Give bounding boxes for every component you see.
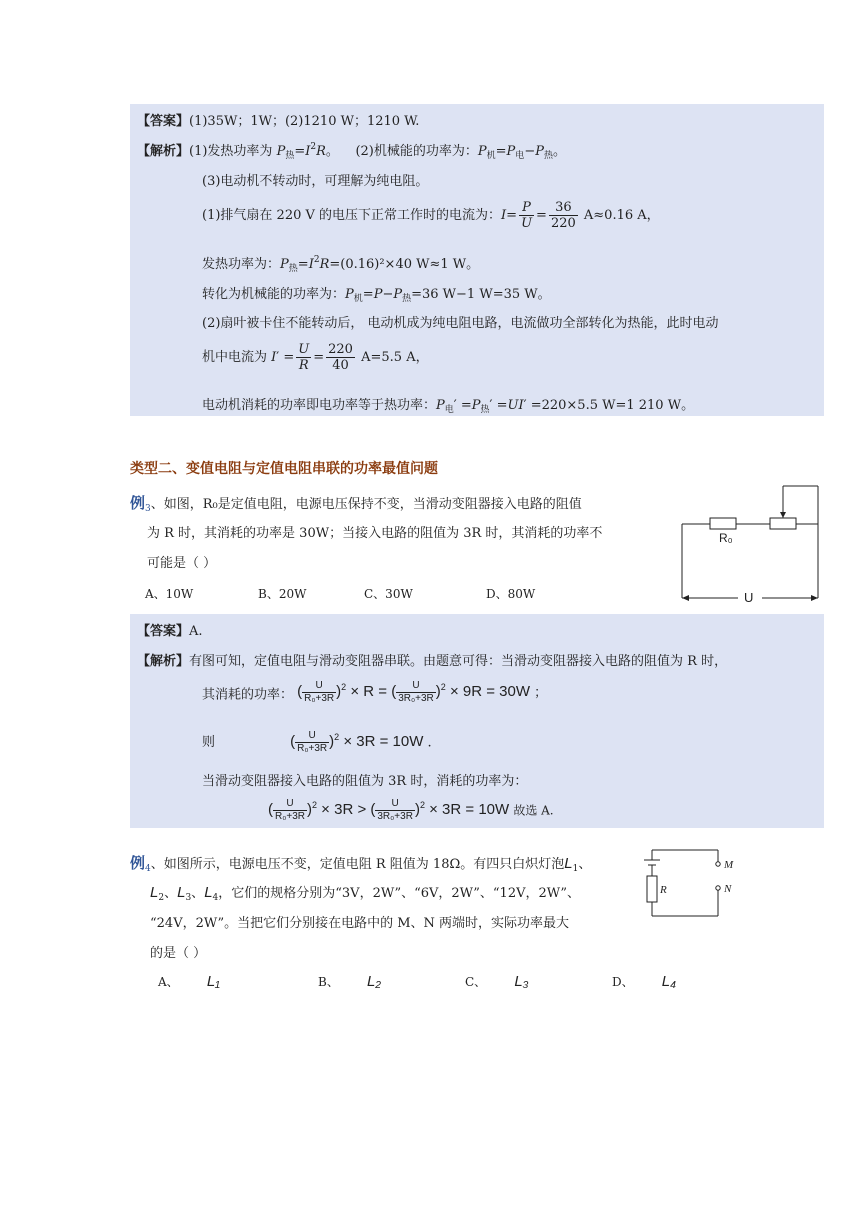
option-c: C、30W [364, 587, 413, 601]
option-4-a: A、 L₁ [158, 973, 220, 990]
analysis-line-3: (1)排气扇在 220 V 的电压下正常工作时的电流为：I= $\frac{P}{U}$ = $\frac{36}{220}$ A≈0.16 A， [202, 200, 660, 231]
fraction-u-r: $\frac{U}{R}$ [298, 342, 310, 373]
option-4-d: D、 L₄ [612, 973, 677, 990]
analysis-line-5: 转化为机械能的功率为：$P_机=P-P_热=36$ W−1 W=35 W。 [202, 287, 551, 304]
option-b: B、20W [258, 587, 307, 601]
analysis-row-1: 【解析】(1)发热功率为 $P_热=I^2R$。 (2)机械能的功率为：$P_机=P_电-P_热$。 [137, 142, 566, 161]
example-4-line-4: 的是（ ） [150, 946, 207, 961]
circuit-diagram-example-4 [638, 836, 744, 926]
section-title: 类型二、变值电阻与定值电阻串联的功率最值问题 [130, 460, 438, 476]
example-3-line-1: 例$_3$、如图，R₀是定值电阻，电源电压保持不变，当滑动变阻器接入电路的阻值 [130, 494, 582, 514]
circuit-diagram-example-3 [676, 468, 826, 610]
fig-label-r0: R₀ [719, 531, 733, 545]
fraction-p-u: $\frac{P}{U}$ [521, 200, 533, 231]
analysis-row-2-2: 其消耗的功率： ( $\frac{U}{\text{R₀+3R}}$ )$^2$ × R = ( $\frac{U}{\text{3R₀+3R}}$ )$^2$ × 9R = 30W ； [202, 680, 548, 704]
answer-row [137, 110, 419, 129]
fig-label-r: R [660, 884, 667, 896]
analysis-row-2-3: 则 ( $\frac{U}{\text{R₀+3R}}$ )$^2$ × 3R = 10W . [202, 730, 432, 754]
analysis-line-6: (2)扇叶被卡住不能转动后， 电动机成为纯电阻电路，电流做功全部转化为热能，此时电动 [202, 316, 719, 331]
option-a: A、10W [145, 587, 194, 601]
analysis-line-4: 发热功率为：$P_热=I^2R=(0.16)^2\times 40$ W≈1 W。 [202, 255, 480, 274]
example-4-line-2: $L_2$、$L_3$、$L_4$，它们的规格分别为“3V，2W”、“6V，2W”、“12V，2W”、 [150, 884, 581, 903]
example-3-line-2: 为 R 时，其消耗的功率是 30W；当接入电路的阻值为 3R 时，其消耗的功率不 [147, 526, 603, 541]
answer-text: (1)35W；1W；(2)1210 W；1210 W. [189, 114, 420, 129]
analysis-label: 【解析】 [137, 144, 190, 159]
answer-label: 【答案】 [137, 114, 190, 129]
analysis-row-2-4: 当滑动变阻器接入电路的阻值为 3R 时，消耗的功率为： [202, 774, 528, 789]
analysis-row-2-5: ( $\frac{U}{\text{R₀+3R}}$ )$^2$ × 3R > ( $\frac{U}{\text{3R₀+3R}}$ )$^2$ × 3R = 10W 故选 A. [268, 798, 554, 822]
example-4-line-1: 例$_4$、如图所示，电源电压不变，定值电阻 R 阻值为 18Ω。有四只白炽灯泡$L_1$、 [130, 854, 592, 874]
answer-row-2: 【答案】A. [137, 624, 203, 639]
analysis-row-2-1: 【解析】有图可知，定值电阻与滑动变阻器串联。由题意可得：当滑动变阻器接入电路的阻值为 R 时， [137, 654, 728, 669]
fig-label-m: M [724, 859, 734, 871]
example-label: 例 [130, 494, 146, 512]
answer-box-2 [130, 614, 824, 828]
option-d: D、80W [486, 587, 536, 601]
analysis-line-7: 机中电流为 I′ = $\frac{U}{R}$ = $\frac{220}{40}$ A=5.5 A， [202, 342, 429, 373]
example-3-line-3: 可能是（ ） [147, 556, 217, 571]
analysis-line-2: (3)电动机不转动时，可理解为纯电阻。 [202, 174, 429, 189]
analysis-line-8: 电动机消耗的功率即电功率等于热功率：$P_电' =P_热' =UI' =220\times 5.5$ W=1 210 W。 [202, 398, 695, 415]
option-4-c: C、 L₃ [465, 973, 529, 990]
formula-1: ( $\frac{U}{\text{R₀+3R}}$ )$^2$ × R = ( $\frac{U}{\text{3R₀+3R}}$ )$^2$ × 9R = 30W [297, 680, 535, 704]
option-4-b: B、 L₂ [318, 973, 382, 990]
example-4-line-3: “24V，2W”。当把它们分别接在电路中的 M、N 两端时，实际功率最大 [150, 916, 570, 931]
fig-label-n: N [724, 883, 732, 895]
fraction-220-40: $\frac{220}{40}$ [328, 342, 353, 373]
formula-3: ( $\frac{U}{\text{R₀+3R}}$ )$^2$ × 3R > ( $\frac{U}{\text{3R₀+3R}}$ )$^2$ × 3R = 10W [268, 798, 514, 822]
formula-2: ( $\frac{U}{\text{R₀+3R}}$ )$^2$ × 3R = 10W [290, 730, 428, 754]
fraction-36-220: $\frac{36}{220}$ [550, 200, 576, 231]
fig-label-u: U [744, 590, 754, 605]
